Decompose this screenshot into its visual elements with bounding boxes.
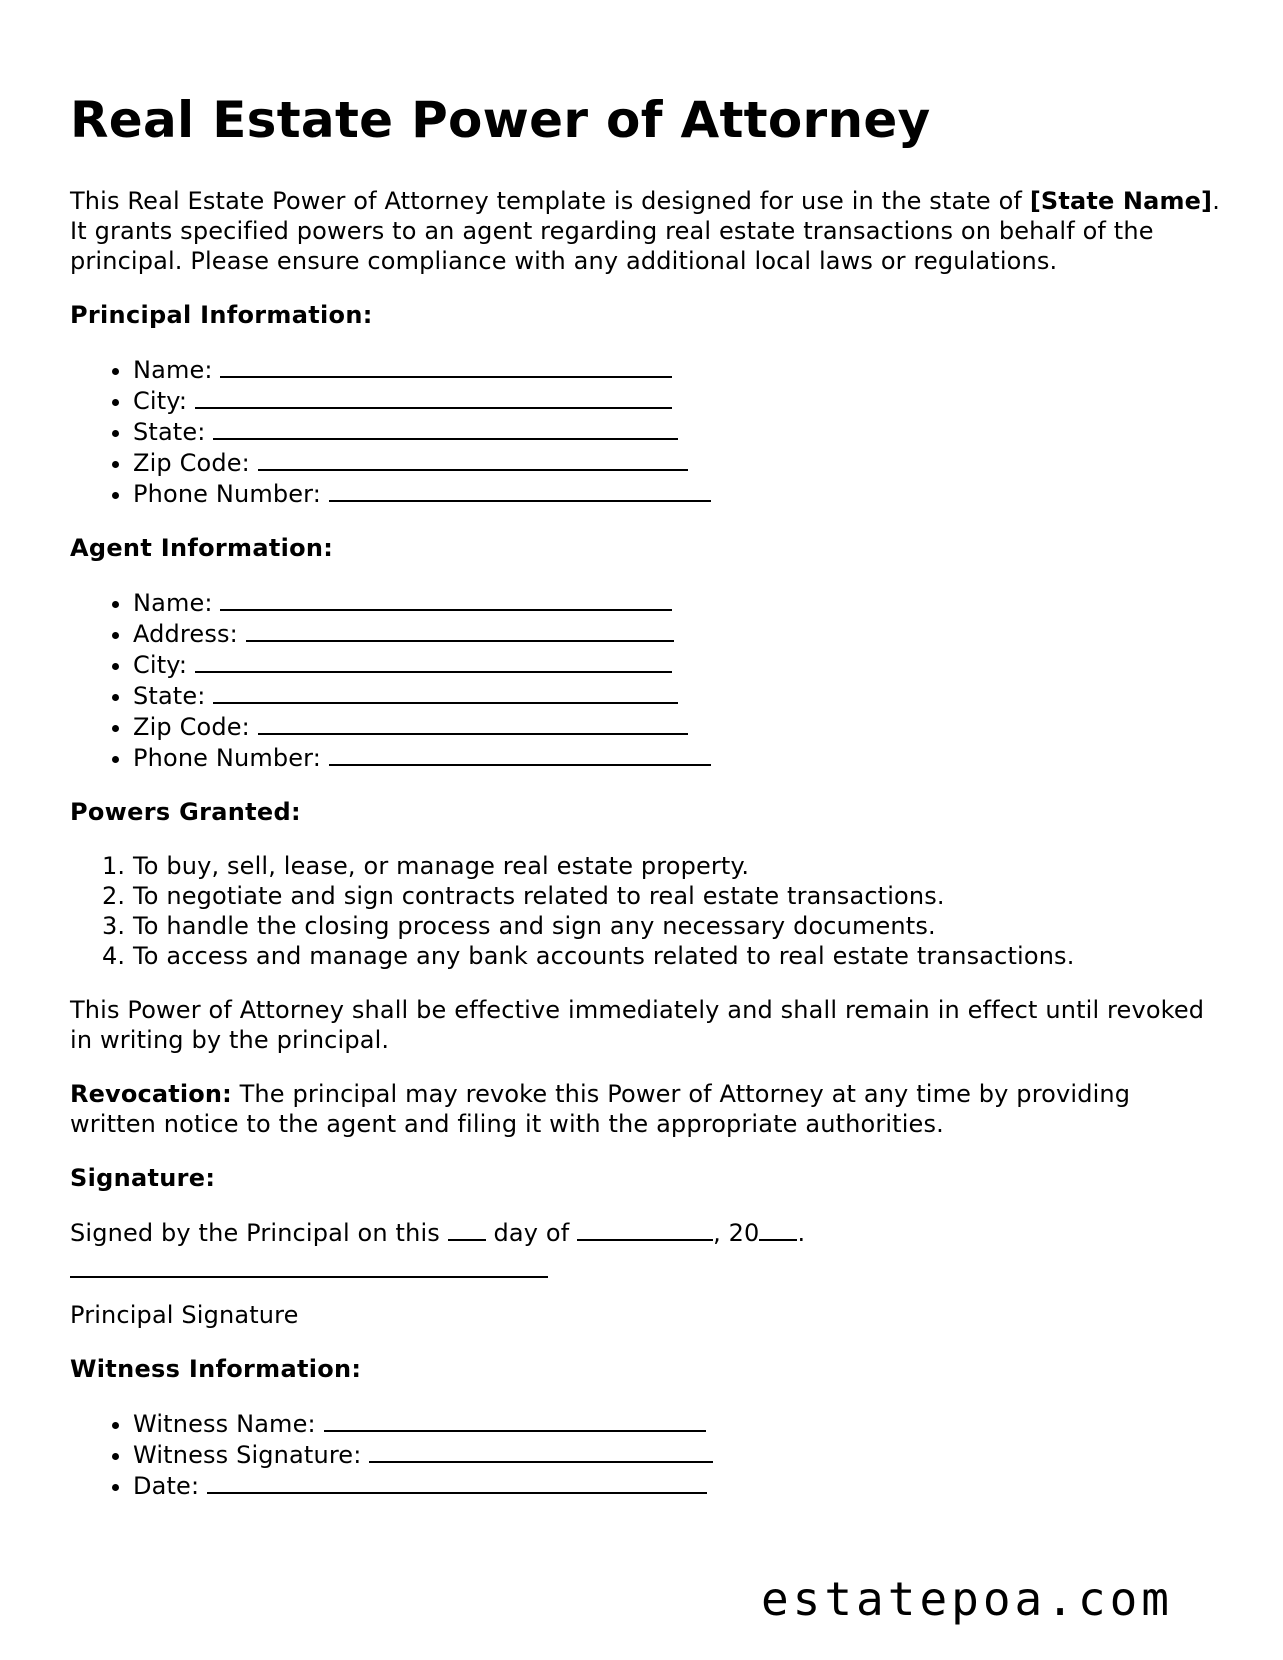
effective-paragraph: This Power of Attorney shall be effective immediately and shall remain in effect until revoked in writing by the principal. [70,996,1205,1054]
witness-name-field: • Witness Name: [133,1408,1220,1439]
agent-address-blank[interactable] [246,618,674,642]
document-title: Real Estate Power of Attorney [70,91,931,149]
signature-heading: Signature: [70,1164,216,1192]
agent-state-field: • State: [133,680,1220,711]
month-blank[interactable] [577,1217,713,1241]
agent-phone-blank[interactable] [329,742,711,766]
principal-fields [70,354,1220,509]
powers-list [70,851,1220,971]
witness-heading: Witness Information: [70,1355,362,1383]
principal-signature-label: Principal Signature [70,1301,299,1329]
principal-zip-field: • Zip Code: [133,447,1220,478]
principal-state-blank[interactable] [213,416,678,440]
power-item: 4. To access and manage any bank accounts related to real estate transactions. [133,941,1220,971]
signed-line: Signed by the Principal on this day of , 20 . [70,1219,806,1247]
witness-signature-field: • Witness Signature: [133,1439,1220,1470]
principal-city-blank[interactable] [195,385,672,409]
power-item: 3. To handle the closing process and sign any necessary documents. [133,911,1220,941]
agent-city-blank[interactable] [195,649,672,673]
powers-heading: Powers Granted: [70,798,301,826]
intro-text-2: . It grants specified powers to an agent regarding real estate transactions on behalf of the principal. Please ensure compliance with any additional local laws or regulations. [70,187,1220,275]
revocation-label: Revocation: [70,1080,232,1108]
principal-zip-blank[interactable] [258,447,688,471]
agent-zip-field: • Zip Code: [133,711,1220,742]
power-item: 2. To negotiate and sign contracts related to real estate transactions. [133,881,1220,911]
agent-phone-field: • Phone Number: [133,742,1220,773]
principal-phone-blank[interactable] [329,478,711,502]
principal-name-blank[interactable] [220,354,672,378]
intro-paragraph [70,186,1220,276]
agent-address-field: • Address: [133,618,1220,649]
witness-name-blank[interactable] [324,1408,706,1432]
state-name-placeholder: [State Name] [1029,187,1213,215]
principal-city-field: • City: [133,385,1220,416]
witness-signature-blank[interactable] [369,1439,713,1463]
witness-date-blank[interactable] [207,1470,707,1494]
principal-phone-field: • Phone Number: [133,478,1220,509]
year-blank[interactable] [759,1217,797,1241]
revocation-paragraph [70,1079,1220,1139]
power-item: 1. To buy, sell, lease, or manage real estate property. [133,851,1220,881]
agent-name-blank[interactable] [220,587,672,611]
intro-text-1: This Real Estate Power of Attorney template is designed for use in the state of [70,187,1030,215]
agent-heading: Agent Information: [70,534,334,562]
agent-fields [70,587,1220,773]
revocation-text: The principal may revoke this Power of Attorney at any time by providing written notice to the agent and filing it with the appropriate authorities. [70,1080,1131,1138]
principal-heading: Principal Information: [70,301,373,329]
agent-city-field: • City: [133,649,1220,680]
document-page [70,84,1220,1501]
witness-fields [70,1408,1220,1501]
principal-state-field: • State: [133,416,1220,447]
agent-zip-blank[interactable] [258,711,688,735]
principal-signature-line[interactable] [70,1276,548,1278]
site-watermark: estatepoa.com [760,1572,1173,1626]
witness-date-field: • Date: [133,1470,1220,1501]
principal-name-field: • Name: [133,354,1220,385]
agent-state-blank[interactable] [213,680,678,704]
day-blank[interactable] [448,1217,486,1241]
agent-name-field: • Name: [133,587,1220,618]
